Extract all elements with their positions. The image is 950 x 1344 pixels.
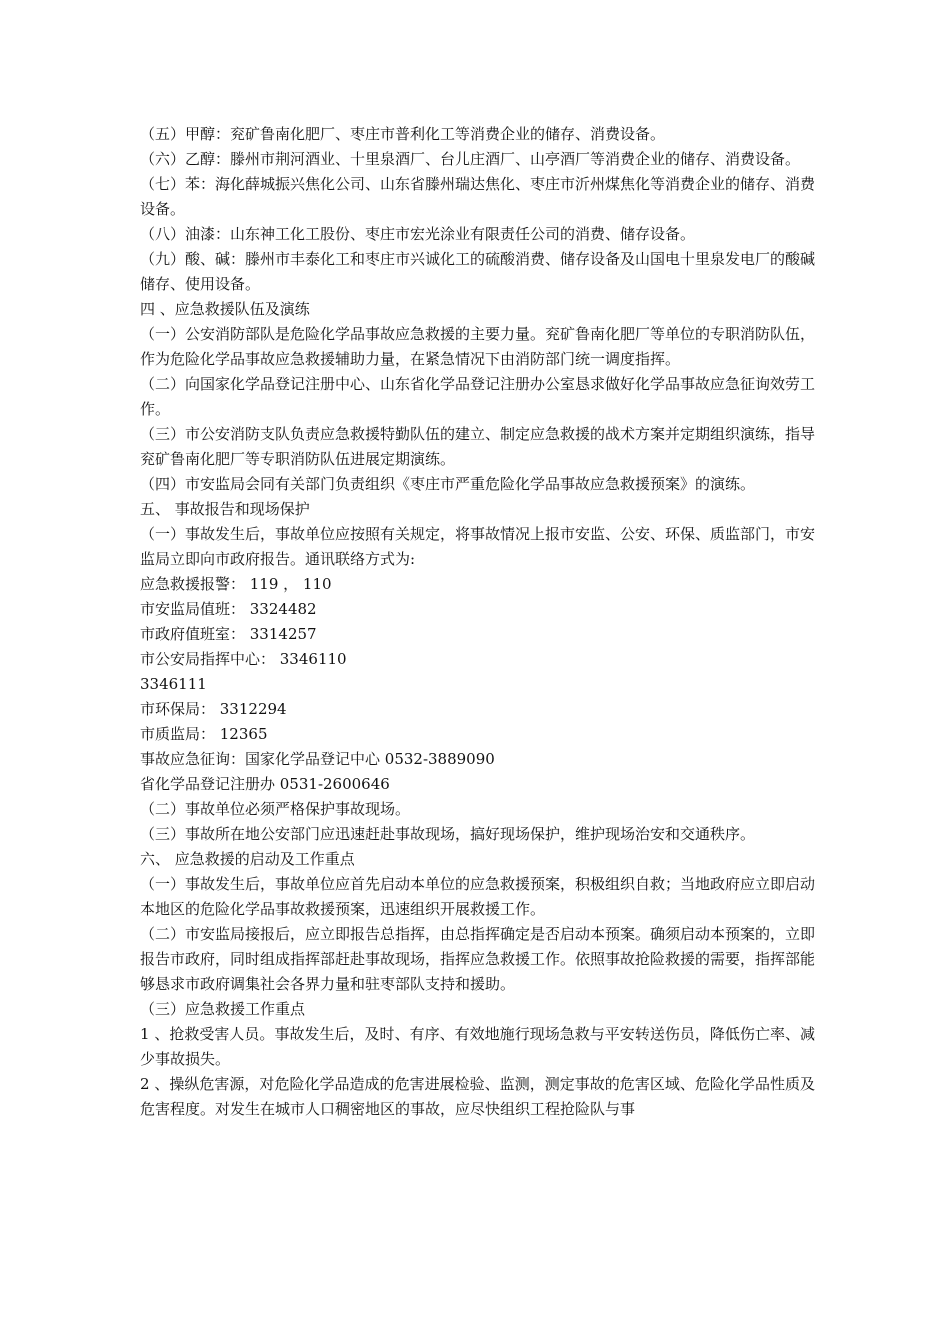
paragraph-5-3: （三）事故所在地公安部门应迅速赶赴事故现场，搞好现场保护，维护现场治安和交通秩序。 (140, 825, 756, 843)
paragraph-4-1: （一）公安消防部队是危险化学品事故应急救援的主要力量。兖矿鲁南化肥厂等单位的专职消防队伍，作为危险化学品事故应急救援辅助力量，在紧急情况下由消防部门统一调度指挥。 (140, 325, 816, 368)
contact-quality-bureau: 市质监局： 12365 (140, 725, 268, 743)
contact-police-command: 市公安局指挥中心： 3346110 (140, 650, 347, 668)
paragraph-5-1: （一）事故发生后，事故单位应按照有关规定，将事故情况上报市安监、公安、环保、质监部门，市安监局立即向市政府报告。通讯联络方式为: (140, 525, 816, 568)
contact-provincial-chemical: 省化学品登记注册办 0531-2600646 (140, 775, 390, 793)
paragraph-ethanol: （六）乙醇：滕州市荆河酒业、十里泉酒厂、台儿庄酒厂、山亭酒厂等消费企业的储存、消费设备。 (140, 150, 801, 168)
paragraph-4-2: （二）向国家化学品登记注册中心、山东省化学品登记注册办公室恳求做好化学品事故应急征询效劳工作。 (140, 375, 816, 418)
section-heading-6: 六、 应急救援的启动及工作重点 (140, 850, 355, 868)
contact-government: 市政府值班室： 3314257 (140, 625, 317, 643)
contact-emergency: 应急救援报警： 119 ， 110 (140, 575, 332, 593)
paragraph-6-3: （三）应急救援工作重点 (140, 1000, 306, 1018)
section-heading-5: 五、 事故报告和现场保护 (140, 500, 310, 518)
document-body (140, 122, 815, 1122)
paragraph-4-4: （四）市安监局会同有关部门负责组织《枣庄市严重危险化学品事故应急救援预案》的演练。 (140, 475, 756, 493)
paragraph-methanol: （五）甲醇：兖矿鲁南化肥厂、枣庄市普利化工等消费企业的储存、消费设备。 (140, 125, 666, 143)
section-heading-4: 四 、应急救援队伍及演练 (140, 300, 310, 318)
list-item-2: 2 、操纵危害源，对危险化学品造成的危害进展检验、监测，测定事故的危害区域、危险化学品性质及危害程度。对发生在城市人口稠密地区的事故，应尽快组织工程抢险队与事 (140, 1075, 815, 1118)
contact-national-chemical: 事故应急征询：国家化学品登记中心 0532-3889090 (140, 750, 495, 768)
paragraph-paint: （八）油漆：山东神工化工股份、枣庄市宏光涂业有限责任公司的消费、储存设备。 (140, 225, 696, 243)
list-item-1: 1 、抢救受害人员。事故发生后，及时、有序、有效地施行现场急救与平安转送伤员，降低伤亡率、减少事故损失。 (140, 1025, 815, 1068)
contact-police-command-2: 3346111 (140, 675, 207, 693)
paragraph-acid-alkali: （九）酸、碱：滕州市丰泰化工和枣庄市兴诚化工的硫酸消费、储存设备及山国电十里泉发电厂的酸碱储存、使用设备。 (140, 250, 816, 293)
paragraph-benzene: （七）苯：海化薛城振兴焦化公司、山东省滕州瑞达焦化、枣庄市沂州煤焦化等消费企业的储存、消费设备。 (140, 175, 816, 218)
paragraph-5-2: （二）事故单位必须严格保护事故现场。 (140, 800, 411, 818)
paragraph-4-3: （三）市公安消防支队负责应急救援特勤队伍的建立、制定应急救援的战术方案并定期组织演练，指导兖矿鲁南化肥厂等专职消防队伍进展定期演练。 (140, 425, 816, 468)
contact-environment-bureau: 市环保局： 3312294 (140, 700, 287, 718)
paragraph-6-1: （一）事故发生后，事故单位应首先启动本单位的应急救援预案，积极组织自救；当地政府应立即启动本地区的危险化学品事故救援预案，迅速组织开展救援工作。 (140, 875, 816, 918)
paragraph-6-2: （二）市安监局接报后，应立即报告总指挥，由总指挥确定是否启动本预案。确须启动本预案的，立即报告市政府，同时组成指挥部赶赴事故现场，指挥应急救援工作。依照事故抢险救援的需要，指挥部能够恳求市政府调集社会各界力量和驻枣部队支持和援助。 (140, 925, 816, 993)
contact-safety-bureau: 市安监局值班： 3324482 (140, 600, 317, 618)
